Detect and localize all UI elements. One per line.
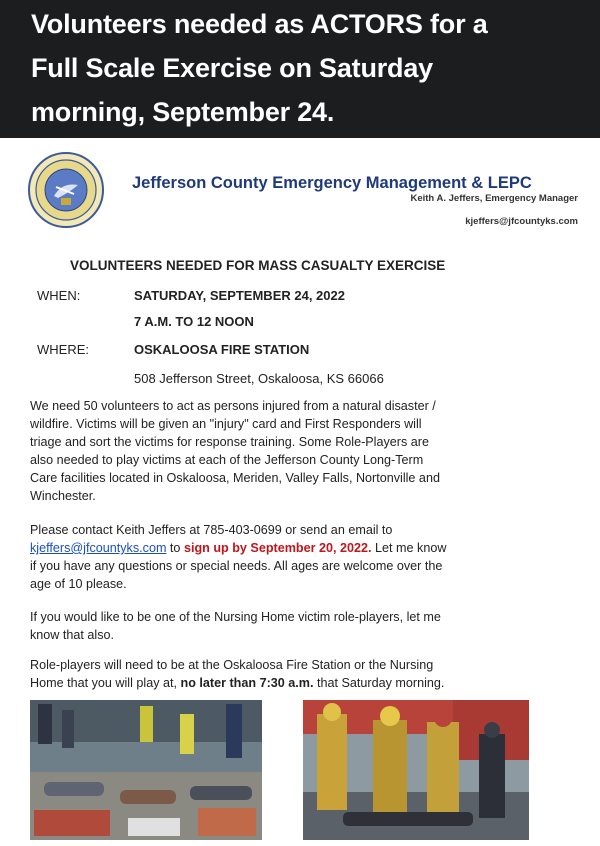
org-name: Jefferson County Emergency Management & LEPC [132, 174, 532, 192]
paragraph-arrival [30, 656, 575, 692]
arrival-line-2 [30, 674, 575, 692]
contact-to: to [166, 541, 184, 555]
header-email[interactable]: kjeffers@jfcountyks.com [465, 216, 578, 227]
para1-line: also needed to play victims at each of the Jefferson County Long-Term [30, 453, 424, 467]
paragraph-volunteers [30, 397, 575, 505]
where-address: 508 Jefferson Street, Oskaloosa, KS 66066 [134, 371, 384, 386]
casualty-scene-photo [30, 700, 262, 840]
contact-line-1: Please contact Keith Jeffers at 785-403-0699 or send an email to [30, 523, 393, 537]
manager-name: Keith A. Jeffers, Emergency Manager [410, 193, 578, 204]
arrival-post: that Saturday morning. [313, 676, 445, 690]
para1-line: Care facilities located in Oskaloosa, Meriden, Valley Falls, Nortonville and [30, 471, 440, 485]
para1-line: Winchester. [30, 489, 96, 503]
para1-line: triage and sort the victims for response training. Some Role-Players are [30, 435, 429, 449]
flyer-headline: VOLUNTEERS NEEDED FOR MASS CASUALTY EXERCISE [70, 258, 446, 273]
banner-text [31, 2, 591, 134]
email-link[interactable]: kjeffers@jfcountyks.com [30, 541, 167, 555]
headline-banner [0, 0, 600, 138]
contact-line-4: age of 10 please. [30, 577, 127, 591]
when-date: SATURDAY, SEPTEMBER 24, 2022 [134, 288, 345, 303]
arrival-line-1: Role-players will need to be at the Oskaloosa Fire Station or the Nursing [30, 658, 434, 672]
county-seal-icon [28, 152, 104, 228]
contact-rest: Let me know [371, 541, 447, 555]
banner-line-2: Full Scale Exercise on Saturday [31, 53, 433, 83]
banner-line-3: morning, September 24. [31, 97, 335, 127]
banner-line-1: Volunteers needed as ACTORS for a [31, 9, 488, 39]
where-place: OSKALOOSA FIRE STATION [134, 342, 310, 357]
contact-line-3: if you have any questions or special needs. All ages are welcome over the [30, 559, 443, 573]
paragraph-nursing-home [30, 608, 575, 644]
para1-line: wildfire. Victims will be given an "injury" card and First Responders will [30, 417, 422, 431]
when-label: WHEN: [37, 288, 81, 303]
arrival-deadline: no later than 7:30 a.m. [180, 676, 314, 690]
para1-line: We need 50 volunteers to act as persons injured from a natural disaster / [30, 399, 436, 413]
when-time: 7 A.M. TO 12 NOON [134, 314, 254, 329]
signup-deadline: sign up by September 20, 2022. [183, 541, 372, 555]
paragraph-contact [30, 521, 575, 593]
contact-line-2 [30, 539, 575, 557]
where-label: WHERE: [37, 342, 89, 357]
arrival-pre: Home that you will play at, [30, 676, 181, 690]
nursing-line: know that also. [30, 628, 115, 642]
firefighters-photo [303, 700, 529, 840]
nursing-line: If you would like to be one of the Nursing Home victim role-players, let me [30, 610, 441, 624]
